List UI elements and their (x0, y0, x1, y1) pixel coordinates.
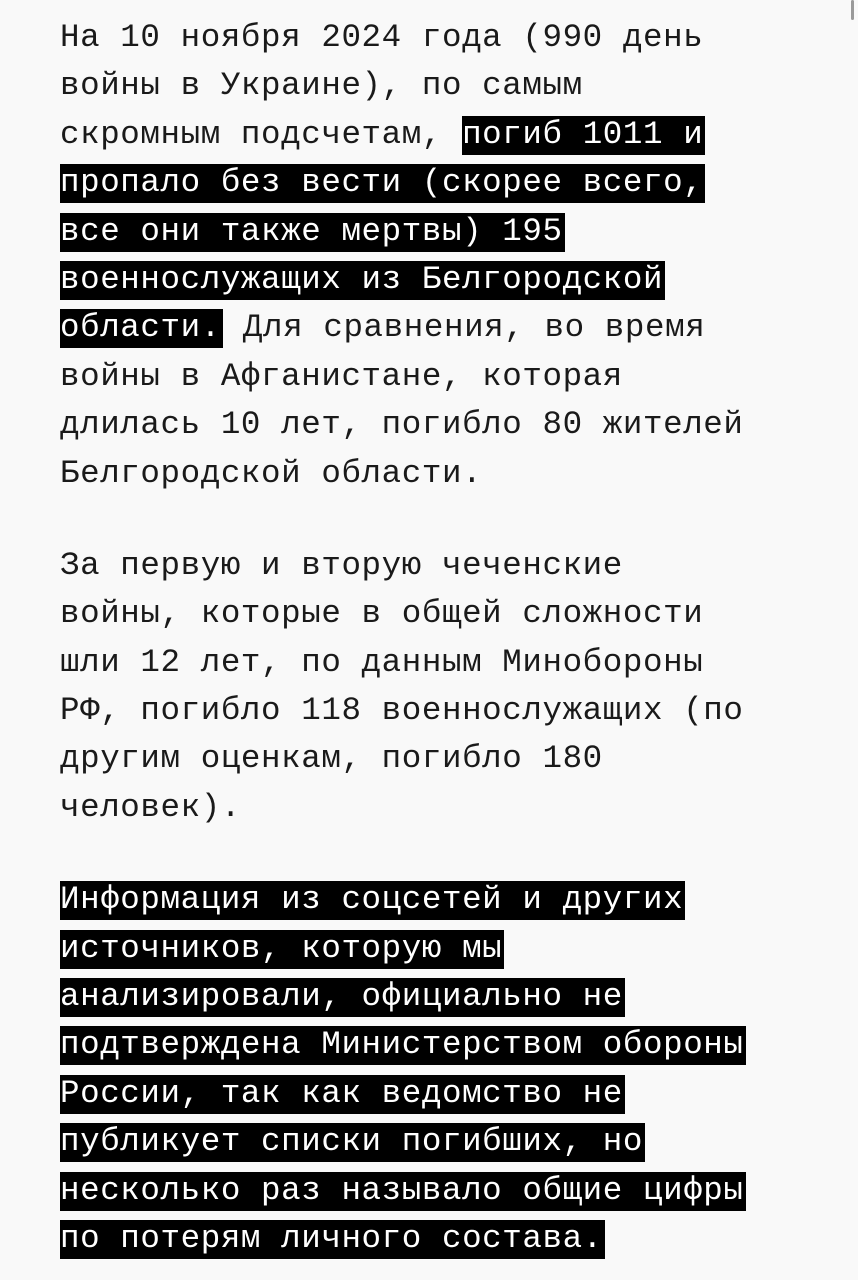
highlighted-text: военнослужащих из Белгородской (60, 260, 664, 298)
plain-text: войны, которые в общей сложности (60, 595, 704, 633)
text-line (60, 1167, 840, 1215)
text-line (60, 14, 840, 62)
text-line (60, 1021, 840, 1069)
plain-text: шли 12 лет, по данным Минобороны (60, 643, 704, 681)
text-line (60, 973, 840, 1021)
highlighted-text: Информация из соцсетей и других (60, 881, 684, 919)
text-line (60, 1070, 840, 1118)
plain-text: войны в Украине), по самым (60, 67, 583, 105)
article-text (60, 14, 840, 1263)
text-line (60, 687, 840, 735)
text-line (60, 256, 840, 304)
highlighted-text: несколько раз называло общие цифры (60, 1171, 744, 1209)
paragraph-2 (60, 542, 840, 832)
plain-text: скромным подсчетам, (60, 115, 463, 153)
highlighted-text: анализировали, официально не (60, 978, 623, 1016)
highlighted-text: области. (60, 309, 221, 347)
text-line (60, 353, 840, 401)
text-line (60, 876, 840, 924)
plain-text: длилась 10 лет, погибло 80 жителей (60, 406, 744, 444)
text-line (60, 208, 840, 256)
plain-text: войны в Афганистане, которая (60, 357, 623, 395)
text-line (60, 590, 840, 638)
plain-text: За первую и вторую чеченские (60, 546, 623, 584)
text-line (60, 450, 840, 498)
scrollbar-thumb[interactable] (851, 0, 854, 20)
plain-text: другим оценкам, погибло 180 (60, 740, 603, 778)
text-line (60, 1215, 840, 1263)
highlighted-text: пропало без вести (скорее всего, (60, 164, 704, 202)
text-line (60, 639, 840, 687)
highlighted-text: все они также мертвы) 195 (60, 212, 563, 250)
text-line (60, 401, 840, 449)
plain-text: На 10 ноября 2024 года (990 день (60, 19, 704, 56)
paragraph-gap (60, 832, 840, 876)
plain-text: РФ, погибло 118 военнослужащих (по (60, 692, 744, 730)
highlighted-text: России, так как ведомство не (60, 1074, 623, 1112)
text-line (60, 62, 840, 110)
paragraph-gap (60, 498, 840, 542)
highlighted-text: публикует списки погибших, но (60, 1123, 643, 1161)
text-line (60, 542, 840, 590)
paragraph-1 (60, 14, 840, 498)
text-line (60, 304, 840, 352)
plain-text: Для сравнения, во время (222, 309, 706, 347)
text-line (60, 735, 840, 783)
highlighted-text: подтверждена Министерством обороны (60, 1026, 744, 1064)
highlighted-text: по потерям личного состава. (60, 1219, 603, 1257)
plain-text: человек). (60, 788, 241, 826)
plain-text: Белгородской области. (60, 454, 483, 492)
highlighted-text: погиб 1011 и (462, 115, 704, 153)
text-line (60, 159, 840, 207)
text-line (60, 1118, 840, 1166)
highlighted-text: источников, которую мы (60, 929, 503, 967)
paragraph-3 (60, 876, 840, 1263)
text-line (60, 111, 840, 159)
text-line (60, 784, 840, 832)
text-line (60, 925, 840, 973)
